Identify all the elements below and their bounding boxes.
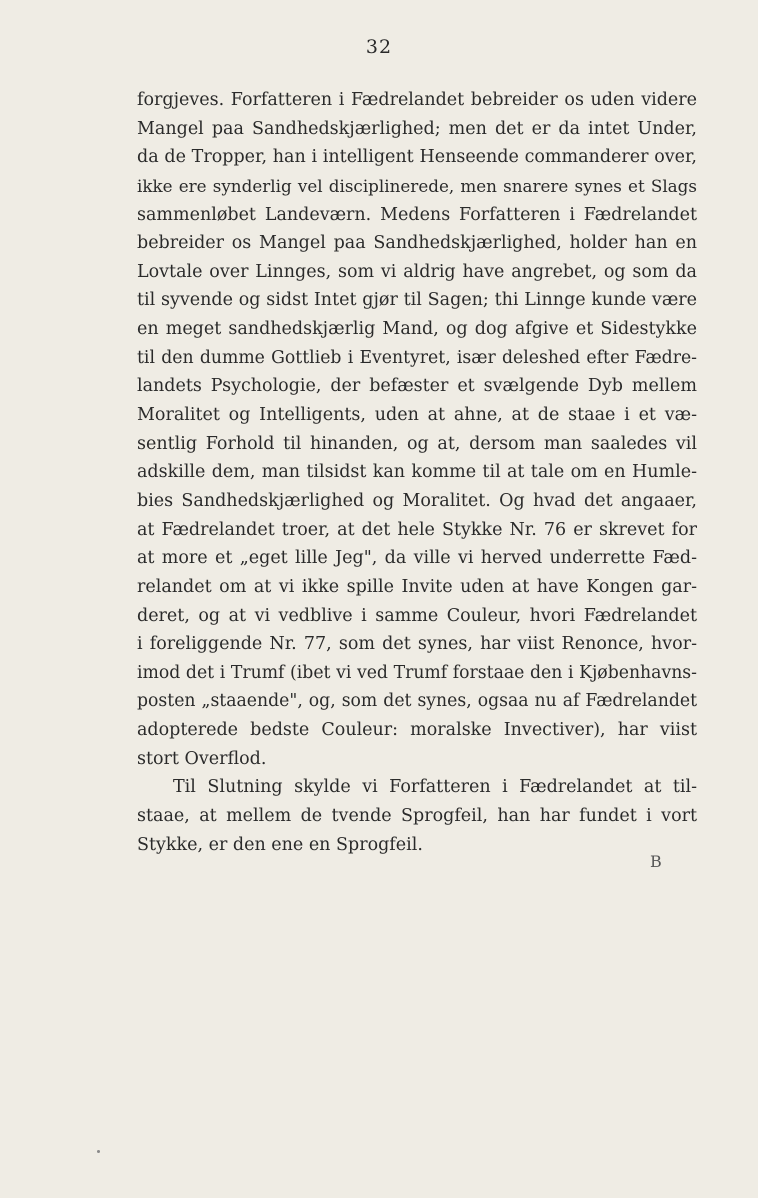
text-line: adskille dem, man tilsidst kan komme til at tale om en Humle- [137,462,697,483]
text-line: en meget sandhedskjærlig Mand, og dog afgive et Sidestykke [137,319,697,340]
text-line: adopterede bedste Couleur: moralske Invectiver), har viist [137,720,697,741]
body-text [137,86,697,859]
signature-initial: B [650,852,662,871]
text-line: staae, at mellem de tvende Sprogfeil, han har fundet i vort [137,806,697,827]
text-line: landets Psychologie, der befæster et svælgende Dyb mellem [137,376,697,397]
paragraph-1 [137,86,697,773]
text-line: Moralitet og Intelligents, uden at ahne, at de staae i et væ- [137,405,697,426]
text-line: forgjeves. Forfatteren i Fædrelandet bebreider os uden videre [137,90,697,110]
text-line: sammenløbet Landeværn. Medens Forfatteren i Fædrelandet [137,204,697,225]
paper-speck [97,1150,100,1153]
text-line: til syvende og sidst Intet gjør til Sagen; thi Linnge kunde være [137,290,697,311]
text-line: stort Overflod. [137,748,267,769]
text-line: i foreliggende Nr. 77, som det synes, har viist Renonce, hvor- [137,634,697,655]
text-line: Stykke, er den ene en Sprogfeil. [137,834,423,855]
text-line: bebreider os Mangel paa Sandhedskjærlighed, holder han en [137,233,697,254]
text-line: Mangel paa Sandhedskjærlighed; men det er da intet Under, [137,118,697,139]
text-line: at Fædrelandet troer, at det hele Stykke Nr. 76 er skrevet for [137,519,697,540]
text-line: relandet om at vi ikke spille Invite uden at have Kongen gar- [137,576,697,597]
text-line: Lovtale over Linnges, som vi aldrig have angrebet, og som da [137,261,697,282]
text-line: ikke ere synderlig vel disciplinerede, men snarere synes et Slags [137,175,697,196]
text-line: sentlig Forhold til hinanden, og at, dersom man saaledes vil [137,433,697,454]
text-line: imod det i Trumf (ibet vi ved Trumf forstaae den i Kjøbenhavns- [137,662,697,683]
text-line: posten „staaende", og, som det synes, ogsaa nu af Fædrelandet [137,691,697,712]
text-line: Til Slutning skylde vi Forfatteren i Fædrelandet at til- [173,777,697,798]
page-number: 32 [365,36,393,58]
text-line: bies Sandhedskjærlighed og Moralitet. Og hvad det angaaer, [137,490,697,511]
text-line: til den dumme Gottlieb i Eventyret, især deleshed efter Fædre- [137,347,697,368]
text-line: da de Tropper, han i intelligent Henseende commanderer over, [137,147,697,168]
text-line: at more et „eget lille Jeg", da ville vi herved underrette Fæd- [137,548,697,569]
paragraph-2 [137,773,697,859]
text-line: deret, og at vi vedblive i samme Couleur, hvori Fædrelandet [137,605,697,626]
